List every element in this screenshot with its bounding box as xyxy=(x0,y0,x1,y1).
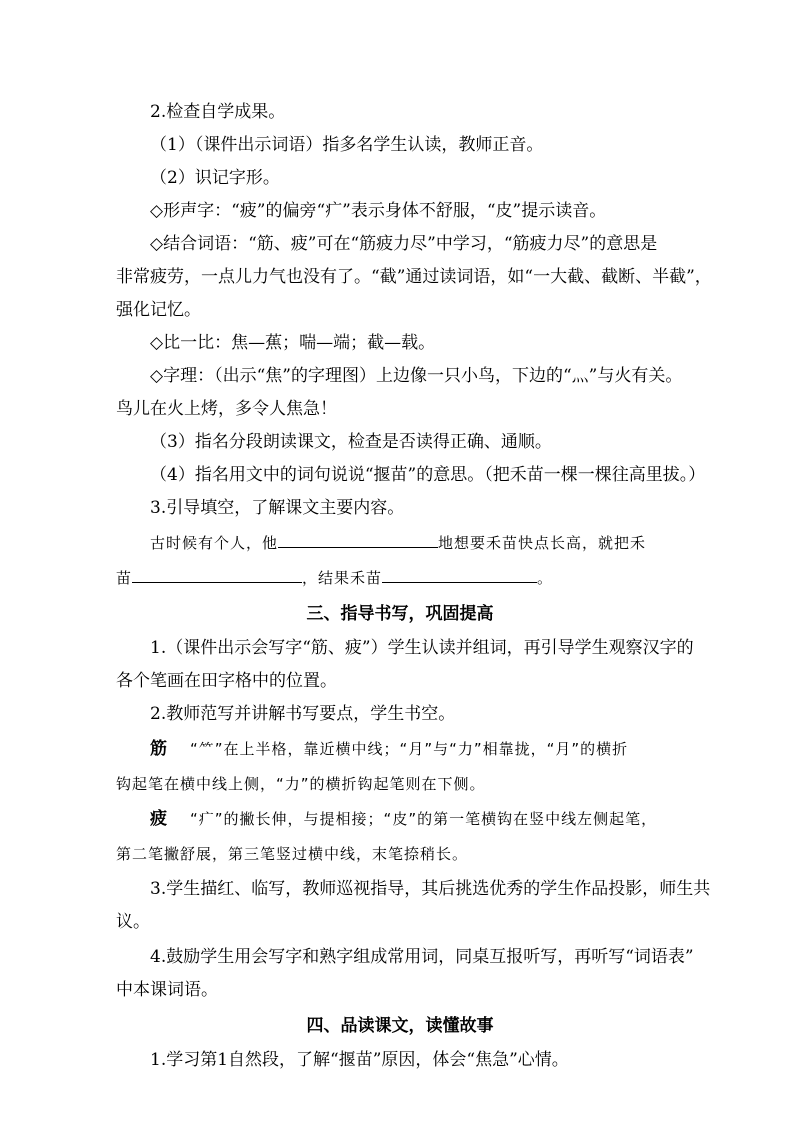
char-pi: 疲 xyxy=(150,809,168,829)
fill-text: 地想要禾苗快点长高，就把禾 xyxy=(438,534,647,552)
char-guide-jin-1 xyxy=(116,737,684,761)
substep-4: （4）指名用文中的词句说说“揠苗”的意思。（把禾苗一棵一棵往高里拔。） xyxy=(150,465,706,485)
fill-blank-3[interactable] xyxy=(382,566,537,583)
char-jin: 筋 xyxy=(150,739,168,759)
substep-2: （2）识记字形。 xyxy=(150,168,280,188)
writing-step-1b: 各个笔画在田字格中的位置。 xyxy=(116,671,337,691)
step-3-title: 3.引导填空，了解课文主要内容。 xyxy=(150,498,405,518)
document-page xyxy=(116,100,712,1072)
compare-note: ◇比一比：焦—蕉；喘—端；截—载。 xyxy=(150,333,436,353)
word-context-note-1: ◇结合词语：“筋、疲”可在“筋疲力尽”中学习，“筋疲力尽”的意思是 xyxy=(150,234,658,254)
step-2-title: 2.检查自学成果。 xyxy=(150,102,286,122)
char-guide-jin-2: 钩起笔在横中线上侧，“力”的横折钩起笔则在下侧。 xyxy=(116,775,486,793)
word-context-note-3: 强化记忆。 xyxy=(116,300,201,320)
char-origin-note-1: ◇字理：（出示“焦”的字理图）上边像一只小鸟，下边的“灬”与火有关。 xyxy=(150,366,683,386)
fill-in-line-1 xyxy=(116,531,684,555)
fill-text: ，结果禾苗 xyxy=(302,569,383,587)
fill-text: 。 xyxy=(537,569,554,587)
fill-blank-2[interactable] xyxy=(132,566,302,583)
fill-text: 苗 xyxy=(116,569,133,587)
substep-1: （1）（课件出示词语）指多名学生认读，教师正音。 xyxy=(150,135,544,155)
char-guide-pi-1 xyxy=(116,807,684,831)
substep-3: （3）指名分段朗读课文，检查是否读得正确、通顺。 xyxy=(150,432,552,452)
word-context-note-2: 非常疲劳，一点儿力气也没有了。“截”通过读词语，如“一大截、截断、半截”， xyxy=(116,267,712,287)
reading-step-1: 1.学习第1自然段，了解“揠苗”原因，体会“焦急”心情。 xyxy=(150,1050,569,1070)
fill-text: 古时候有个人，他 xyxy=(150,534,279,552)
char-origin-note-2: 鸟儿在火上烤，多令人焦急！ xyxy=(116,399,337,419)
char-guide-text: “疒”的撇长伸，与提相接；“皮”的第一笔横钩在竖中线左侧起笔， xyxy=(190,810,658,828)
writing-step-3b: 议。 xyxy=(116,912,150,932)
section-heading-4: 四、品读课文，读懂故事 xyxy=(306,1016,494,1036)
writing-step-2: 2.教师范写并讲解书写要点，学生书空。 xyxy=(150,704,456,724)
writing-step-1a: 1.（课件出示会写字“筋、疲”）学生认读并组词，再引导学生观察汉字的 xyxy=(150,638,694,658)
phonetic-char-note: ◇形声字：“疲”的偏旁“疒”表示身体不舒服，“皮”提示读音。 xyxy=(150,201,607,221)
writing-step-4b: 中本课词语。 xyxy=(116,980,218,1000)
fill-in-line-2 xyxy=(116,566,684,590)
writing-step-3a: 3.学生描红、临写，教师巡视指导，其后挑选优秀的学生作品投影，师生共 xyxy=(150,879,711,899)
char-guide-pi-2: 第二笔撇舒展，第三笔竖过横中线，末笔捺稍长。 xyxy=(116,845,469,863)
writing-step-4a: 4.鼓励学生用会写字和熟字组成常用词，同桌互报听写，再听写“词语表” xyxy=(150,947,694,967)
fill-blank-1[interactable] xyxy=(278,531,438,548)
section-heading-3: 三、指导书写，巩固提高 xyxy=(306,604,494,624)
char-guide-text: “⺮”在上半格，靠近横中线；“月”与“力”相靠拢，“月”的横折 xyxy=(190,740,629,758)
